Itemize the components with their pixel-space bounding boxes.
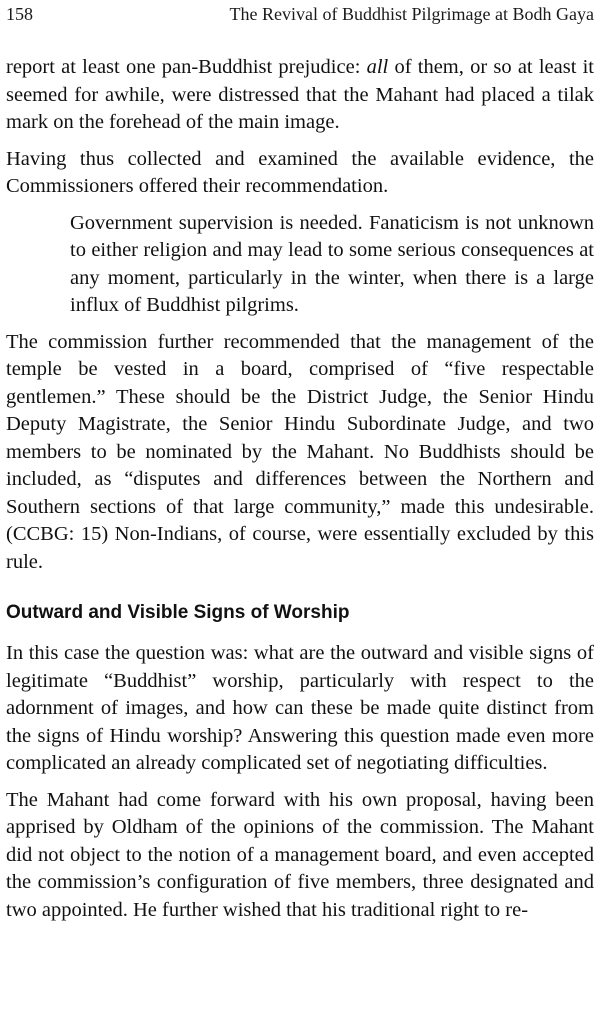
block-quote: Government supervision is needed. Fanaticism is not unknown to either religion and may lead to some serious consequences at any moment, particularly in the winter, when there is a large influx of Buddhist pilgrims. — [70, 211, 594, 316]
paragraph-2: Having thus collected and examined the available evidence, the Commissioners offered their recommendation. — [6, 147, 594, 197]
paragraph-1-start: report at least one pan-Buddhist prejudice: — [6, 56, 367, 78]
paragraph-3: The commission further recommended that the management of the temple be vested in a board, comprised of “five respectable gentlemen.” These should be the District Judge, the Senior Hindu Deputy Magistrate, the Senior Hindu Subordinate Judge, and two members to be nominated by the Mahant. No Buddhists should be included, as “disputes and differences between the Northern and Southern sections of that large community,” made this undesirable. (CCBG: 15) Non-Indians, of course, were essentially excluded by this rule. — [6, 330, 594, 573]
running-head — [6, 2, 594, 26]
page-number: 158 — [6, 4, 33, 24]
running-title: The Revival of Buddhist Pilgrimage at Bodh Gaya — [229, 4, 594, 24]
section-heading: Outward and Visible Signs of Worship — [6, 602, 350, 623]
paragraph-5: The Mahant had come forward with his own proposal, having been apprised by Oldham of the opinions of the commission. The Mahant did not object to the notion of a management board, and even accepted the commission’s configuration of five members, three designated and two appointed. He further wished that his traditional right to re- — [6, 788, 594, 921]
emphasis-all: all — [366, 56, 389, 78]
paragraph-1 — [6, 54, 594, 137]
body-text — [6, 54, 594, 933]
paragraph-4: In this case the question was: what are the outward and visible signs of legitimate “Buddhist” worship, particularly with respect to the adornment of images, and how can these be made quite distinct from the signs of Hindu worship? Answering this question made even more complicated an already complicated set of negotiating difficulties. — [6, 642, 594, 774]
paragraph-1-rest: of them, or so at least it seemed for awhile, were distressed that the Mahant had placed a tilak mark on the forehead of the main image. — [6, 56, 594, 133]
